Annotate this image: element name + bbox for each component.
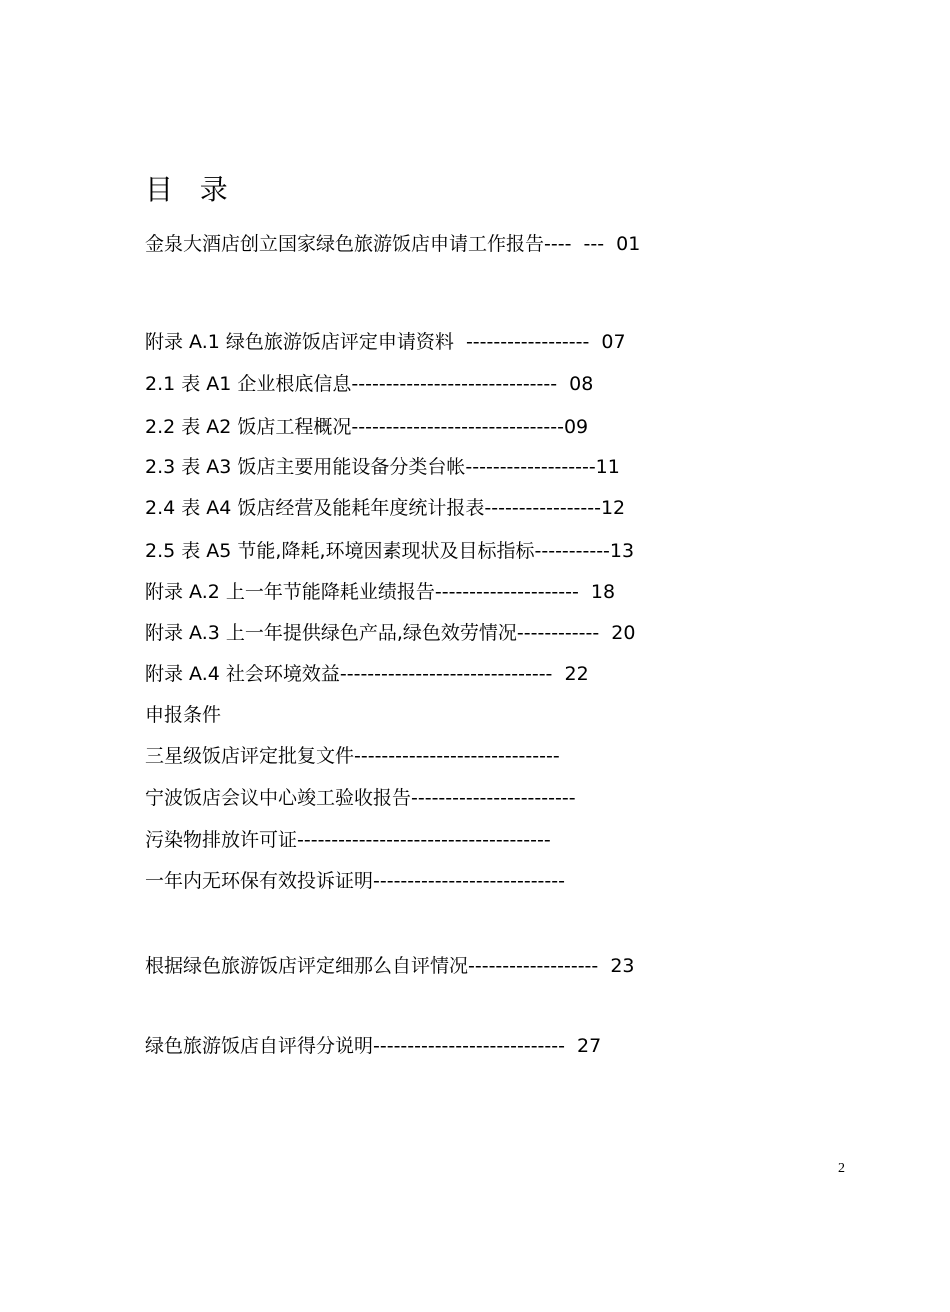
toc-entry-appendix-a4: 附录 A.4 社会环境效益------------------------------- 22: [145, 663, 589, 685]
toc-entry-table-a2: 2.2 表 A2 饭店工程概况-------------------------------09: [145, 416, 589, 438]
toc-entry-completion-report: 宁波饭店会议中心竣工验收报告------------------------: [145, 787, 576, 809]
toc-entry-appendix-a2: 附录 A.2 上一年节能降耗业绩报告--------------------- 18: [145, 581, 616, 603]
toc-entry-score-explanation: 绿色旅游饭店自评得分说明---------------------------- 27: [145, 1035, 602, 1057]
toc-entry-appendix-a3: 附录 A.3 上一年提供绿色产品,绿色效劳情况------------ 20: [145, 622, 636, 644]
toc-entry-application-conditions: 申报条件: [145, 704, 222, 726]
page-title: 目 录: [145, 173, 228, 206]
toc-entry-discharge-permit: 污染物排放许可证-------------------------------------: [145, 829, 551, 851]
toc-entry-table-a3: 2.3 表 A3 饭店主要用能设备分类台帐-------------------11: [145, 456, 620, 478]
toc-entry-table-a5: 2.5 表 A5 节能,降耗,环境因素现状及目标指标-----------13: [145, 540, 635, 562]
page-number: 2: [838, 1161, 845, 1176]
toc-entry-table-a4: 2.4 表 A4 饭店经营及能耗年度统计报表-----------------12: [145, 497, 626, 519]
toc-entry-self-evaluation: 根据绿色旅游饭店评定细那么自评情况------------------- 23: [145, 955, 635, 977]
toc-entry-three-star-approval: 三星级饭店评定批复文件------------------------------: [145, 745, 560, 767]
toc-entry-table-a1: 2.1 表 A1 企业根底信息------------------------------ 08: [145, 373, 594, 395]
toc-entry-appendix-a1: 附录 A.1 绿色旅游饭店评定申请资料 ------------------ 07: [145, 331, 626, 353]
toc-entry-report: 金泉大酒店创立国家绿色旅游饭店申请工作报告---- --- 01: [145, 233, 641, 255]
toc-entry-complaint-certificate: 一年内无环保有效投诉证明----------------------------: [145, 870, 565, 892]
